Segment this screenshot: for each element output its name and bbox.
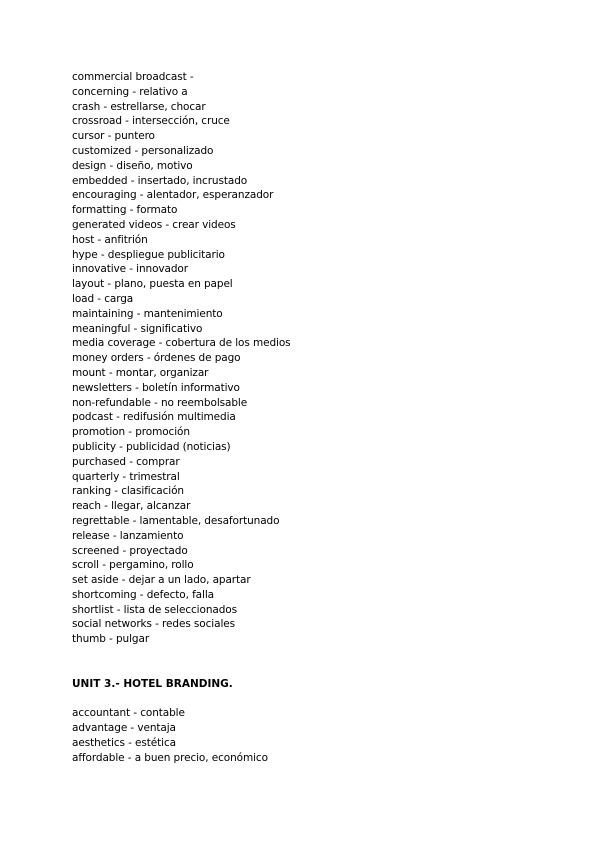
vocabulary-entry: host - anfitrión: [72, 233, 148, 246]
vocabulary-entry: affordable - a buen precio, económico: [72, 751, 268, 764]
vocabulary-entry: media coverage - cobertura de los medios: [72, 337, 291, 350]
vocabulary-entry: shortlist - lista de seleccionados: [72, 603, 237, 616]
vocabulary-entry: encouraging - alentador, esperanzador: [72, 189, 274, 202]
document-page: [72, 70, 572, 765]
vocabulary-entry: regrettable - lamentable, desafortunado: [72, 514, 280, 527]
vocabulary-list-unit-3: [72, 706, 572, 765]
vocabulary-entry: meaningful - significativo: [72, 322, 203, 335]
vocabulary-entry: thumb - pulgar: [72, 633, 150, 646]
vocabulary-entry: crash - estrellarse, chocar: [72, 100, 206, 113]
vocabulary-entry: customized - personalizado: [72, 144, 214, 157]
vocabulary-entry: social networks - redes sociales: [72, 618, 235, 631]
vocabulary-entry: ranking - clasificación: [72, 485, 184, 498]
section-gap: [72, 647, 572, 677]
vocabulary-entry: mount - montar, organizar: [72, 366, 209, 379]
vocabulary-entry: screened - proyectado: [72, 544, 188, 557]
vocabulary-entry: newsletters - boletín informativo: [72, 381, 240, 394]
vocabulary-entry: aesthetics - estética: [72, 736, 176, 749]
vocabulary-entry: maintaining - mantenimiento: [72, 307, 223, 320]
vocabulary-entry: design - diseño, motivo: [72, 159, 193, 172]
vocabulary-entry: layout - plano, puesta en papel: [72, 278, 233, 291]
vocabulary-entry: formatting - formato: [72, 204, 178, 217]
vocabulary-entry: commercial broadcast -: [72, 71, 194, 83]
vocabulary-entry: money orders - órdenes de pago: [72, 352, 241, 365]
vocabulary-entry: concerning - relativo a: [72, 85, 188, 98]
vocabulary-list-unit-2: [72, 70, 572, 647]
vocabulary-entry: non-refundable - no reembolsable: [72, 396, 248, 409]
vocabulary-entry: scroll - pergamino, rollo: [72, 559, 194, 572]
vocabulary-entry: quarterly - trimestral: [72, 470, 180, 483]
vocabulary-entry: podcast - redifusión multimedia: [72, 411, 236, 424]
unit-3-heading: UNIT 3.- HOTEL BRANDING.: [72, 677, 233, 690]
vocabulary-entry: set aside - dejar a un lado, apartar: [72, 574, 251, 587]
vocabulary-entry: embedded - insertado, incrustado: [72, 174, 248, 187]
vocabulary-entry: advantage - ventaja: [72, 722, 176, 735]
vocabulary-entry: publicity - publicidad (noticias): [72, 440, 231, 453]
vocabulary-entry: crossroad - intersección, cruce: [72, 115, 230, 128]
vocabulary-entry: cursor - puntero: [72, 130, 155, 143]
vocabulary-entry: shortcoming - defecto, falla: [72, 588, 214, 601]
vocabulary-entry: promotion - promoción: [72, 426, 190, 439]
vocabulary-entry: hype - despliegue publicitario: [72, 248, 225, 261]
vocabulary-entry: generated videos - crear videos: [72, 218, 236, 231]
vocabulary-entry: purchased - comprar: [72, 455, 180, 468]
vocabulary-entry: load - carga: [72, 292, 134, 305]
vocabulary-entry: reach - llegar, alcanzar: [72, 500, 191, 513]
vocabulary-entry: innovative - innovador: [72, 263, 188, 276]
section-gap: [72, 691, 572, 706]
vocabulary-entry: release - lanzamiento: [72, 529, 184, 542]
vocabulary-entry: accountant - contable: [72, 707, 185, 720]
